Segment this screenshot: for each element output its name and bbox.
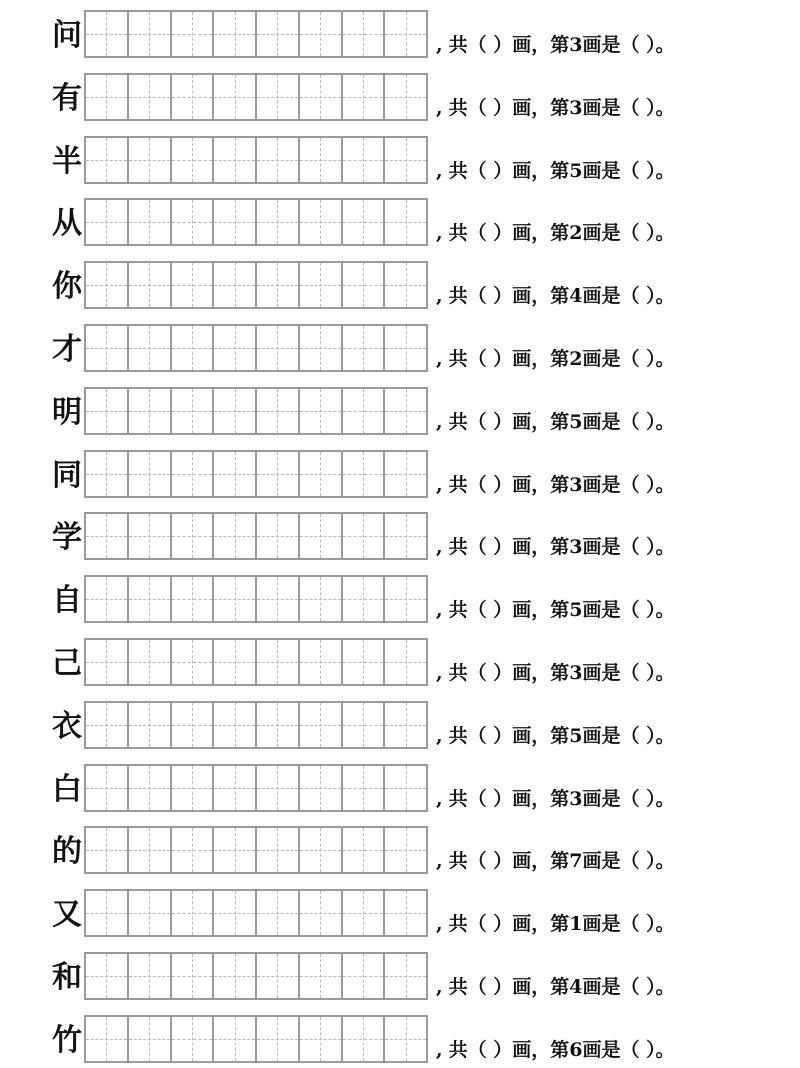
writing-cell[interactable] (172, 75, 215, 119)
comma: , (436, 1038, 443, 1061)
writing-cell[interactable] (257, 389, 300, 433)
stroke-question (436, 846, 675, 876)
writing-cell[interactable] (129, 1017, 172, 1061)
writing-cell[interactable] (257, 954, 300, 998)
writing-cell[interactable] (86, 326, 129, 370)
stroke-number: 4 (569, 976, 583, 998)
writing-cell[interactable] (385, 138, 428, 182)
writing-cell[interactable] (172, 828, 215, 872)
writing-cell[interactable] (343, 200, 386, 244)
writing-cell[interactable] (86, 138, 129, 182)
stroke-question (436, 407, 675, 437)
writing-cell[interactable] (129, 200, 172, 244)
stroke-question (436, 281, 675, 311)
comma: , (436, 662, 443, 684)
writing-cell[interactable] (129, 263, 172, 307)
writing-cell[interactable] (86, 640, 129, 684)
worksheet-row (0, 73, 800, 123)
writing-cell[interactable] (129, 703, 172, 747)
comma: , (436, 96, 443, 119)
writing-cell[interactable] (214, 577, 257, 621)
total-strokes-prompt: 共（ ）画，第 (448, 159, 570, 182)
tianzige-grid (84, 10, 428, 58)
writing-cell[interactable] (343, 138, 386, 182)
stroke-number: 3 (569, 473, 583, 496)
writing-cell[interactable] (257, 766, 300, 810)
comma: , (436, 976, 443, 998)
stroke-question (436, 156, 675, 186)
tianzige-grid (84, 952, 428, 1000)
writing-cell[interactable] (214, 389, 257, 433)
writing-cell[interactable] (343, 326, 386, 370)
tianzige-grid (84, 450, 428, 498)
writing-cell[interactable] (343, 263, 386, 307)
stroke-prompt: 画是（ ）。 (582, 34, 675, 56)
writing-cell[interactable] (300, 452, 343, 496)
writing-cell[interactable] (214, 954, 257, 998)
tianzige-grid (84, 136, 428, 184)
writing-cell[interactable] (385, 640, 428, 684)
total-strokes-prompt: 共（ ）画，第 (448, 34, 570, 56)
stroke-prompt: 画是（ ）。 (582, 473, 675, 496)
writing-cell[interactable] (300, 640, 343, 684)
total-strokes-prompt: 共（ ）画，第 (448, 599, 570, 622)
total-strokes-prompt: 共（ ）画，第 (448, 787, 570, 810)
writing-cell[interactable] (385, 828, 428, 872)
writing-cell[interactable] (129, 577, 172, 621)
stroke-prompt: 画是（ ）。 (582, 913, 675, 936)
writing-cell[interactable] (257, 1017, 300, 1061)
writing-cell[interactable] (385, 891, 428, 935)
total-strokes-prompt: 共（ ）画，第 (448, 662, 570, 684)
writing-cell[interactable] (86, 200, 129, 244)
stroke-prompt: 画是（ ）。 (582, 976, 675, 998)
writing-cell[interactable] (300, 200, 343, 244)
writing-cell[interactable] (86, 1017, 129, 1061)
writing-cell[interactable] (172, 766, 215, 810)
writing-cell[interactable] (385, 326, 428, 370)
target-character: 自 (52, 583, 82, 619)
writing-cell[interactable] (385, 1017, 428, 1061)
writing-cell[interactable] (257, 263, 300, 307)
total-strokes-prompt: 共（ ）画，第 (448, 976, 570, 998)
stroke-number: 5 (569, 159, 583, 182)
writing-cell[interactable] (129, 514, 172, 558)
writing-cell[interactable] (385, 452, 428, 496)
writing-cell[interactable] (385, 514, 428, 558)
writing-cell[interactable] (385, 263, 428, 307)
writing-cell[interactable] (385, 389, 428, 433)
worksheet-row (0, 1015, 800, 1065)
stroke-prompt: 画是（ ）。 (582, 850, 675, 873)
worksheet-row (0, 575, 800, 625)
comma: , (436, 285, 443, 308)
writing-cell[interactable] (129, 766, 172, 810)
comma: , (436, 536, 443, 559)
writing-cell[interactable] (214, 703, 257, 747)
writing-cell[interactable] (300, 138, 343, 182)
worksheet-row (0, 387, 800, 437)
worksheet-row (0, 10, 800, 60)
stroke-prompt: 画是（ ）。 (582, 348, 675, 370)
writing-cell[interactable] (86, 891, 129, 935)
target-character: 才 (52, 332, 82, 367)
writing-cell[interactable] (129, 75, 172, 119)
total-strokes-prompt: 共（ ）画，第 (448, 1038, 570, 1061)
stroke-number: 3 (569, 536, 583, 559)
stroke-question (436, 972, 675, 1002)
writing-cell[interactable] (214, 452, 257, 496)
comma: , (436, 473, 443, 496)
worksheet-row (0, 701, 800, 751)
writing-cell[interactable] (257, 640, 300, 684)
stroke-number: 2 (569, 222, 583, 245)
stroke-question (436, 658, 675, 688)
writing-cell[interactable] (343, 452, 386, 496)
tianzige-grid (84, 73, 428, 121)
writing-cell[interactable] (343, 577, 386, 621)
tianzige-grid (84, 575, 428, 623)
writing-cell[interactable] (385, 703, 428, 747)
writing-cell[interactable] (300, 326, 343, 370)
stroke-prompt: 画是（ ）。 (582, 599, 675, 622)
writing-cell[interactable] (257, 326, 300, 370)
writing-cell[interactable] (214, 200, 257, 244)
stroke-question (436, 784, 675, 814)
comma: , (436, 850, 443, 873)
writing-cell[interactable] (300, 514, 343, 558)
writing-cell[interactable] (300, 263, 343, 307)
writing-cell[interactable] (172, 12, 215, 56)
writing-cell[interactable] (257, 828, 300, 872)
stroke-question (436, 470, 675, 500)
total-strokes-prompt: 共（ ）画，第 (448, 410, 570, 433)
comma: , (436, 34, 443, 56)
writing-cell[interactable] (214, 12, 257, 56)
stroke-question (436, 532, 675, 562)
writing-cell[interactable] (257, 138, 300, 182)
stroke-question (436, 1035, 675, 1065)
writing-cell[interactable] (385, 12, 428, 56)
target-character: 的 (52, 834, 82, 870)
stroke-number: 5 (569, 410, 583, 433)
worksheet-row (0, 324, 800, 374)
writing-cell[interactable] (172, 263, 215, 307)
writing-cell[interactable] (129, 954, 172, 998)
tianzige-grid (84, 889, 428, 937)
stroke-prompt: 画是（ ）。 (582, 285, 675, 308)
target-character: 问 (52, 18, 82, 53)
tianzige-grid (84, 324, 428, 372)
writing-cell[interactable] (129, 326, 172, 370)
worksheet-row (0, 764, 800, 814)
writing-cell[interactable] (343, 75, 386, 119)
stroke-question (436, 93, 675, 123)
stroke-prompt: 画是（ ）。 (582, 159, 675, 182)
comma: , (436, 724, 443, 747)
writing-cell[interactable] (214, 75, 257, 119)
writing-cell[interactable] (300, 828, 343, 872)
stroke-question (436, 909, 675, 939)
target-character: 从 (52, 206, 82, 242)
tianzige-grid (84, 198, 428, 246)
writing-cell[interactable] (129, 138, 172, 182)
writing-cell[interactable] (257, 12, 300, 56)
stroke-number: 3 (569, 34, 583, 56)
target-character: 己 (52, 646, 82, 681)
tianzige-grid (84, 826, 428, 874)
writing-cell[interactable] (214, 891, 257, 935)
target-character: 白 (52, 771, 82, 807)
target-character: 有 (52, 80, 82, 116)
writing-cell[interactable] (86, 263, 129, 307)
total-strokes-prompt: 共（ ）画，第 (448, 348, 570, 370)
writing-cell[interactable] (214, 326, 257, 370)
writing-cell[interactable] (300, 891, 343, 935)
writing-cell[interactable] (86, 828, 129, 872)
worksheet-row (0, 826, 800, 876)
writing-cell[interactable] (172, 640, 215, 684)
writing-cell[interactable] (214, 766, 257, 810)
total-strokes-prompt: 共（ ）画，第 (448, 913, 570, 936)
writing-cell[interactable] (300, 1017, 343, 1061)
writing-cell[interactable] (86, 766, 129, 810)
comma: , (436, 787, 443, 810)
stroke-number: 1 (569, 913, 583, 936)
stroke-prompt: 画是（ ）。 (582, 1038, 675, 1061)
writing-cell[interactable] (385, 75, 428, 119)
total-strokes-prompt: 共（ ）画，第 (448, 222, 570, 245)
stroke-prompt: 画是（ ）。 (582, 724, 675, 747)
total-strokes-prompt: 共（ ）画，第 (448, 536, 570, 559)
comma: , (436, 599, 443, 622)
tianzige-grid (84, 1015, 428, 1063)
target-character: 同 (52, 457, 82, 493)
total-strokes-prompt: 共（ ）画，第 (448, 850, 570, 873)
stroke-number: 5 (569, 724, 583, 747)
writing-cell[interactable] (300, 766, 343, 810)
writing-cell[interactable] (385, 577, 428, 621)
writing-cell[interactable] (86, 75, 129, 119)
worksheet-row (0, 136, 800, 186)
stroke-number: 5 (569, 599, 583, 622)
writing-cell[interactable] (343, 766, 386, 810)
tianzige-grid (84, 764, 428, 812)
writing-cell[interactable] (172, 514, 215, 558)
writing-cell[interactable] (86, 389, 129, 433)
total-strokes-prompt: 共（ ）画，第 (448, 285, 570, 308)
writing-cell[interactable] (343, 12, 386, 56)
stroke-question (436, 218, 675, 248)
writing-cell[interactable] (257, 75, 300, 119)
stroke-question (436, 721, 675, 751)
tianzige-grid (84, 261, 428, 309)
writing-cell[interactable] (129, 891, 172, 935)
stroke-number: 3 (569, 96, 583, 119)
writing-cell[interactable] (257, 703, 300, 747)
writing-cell[interactable] (385, 200, 428, 244)
writing-cell[interactable] (257, 452, 300, 496)
target-character: 你 (52, 269, 82, 305)
target-character: 学 (52, 520, 82, 556)
writing-cell[interactable] (343, 954, 386, 998)
comma: , (436, 222, 443, 245)
tianzige-grid (84, 701, 428, 749)
writing-cell[interactable] (214, 514, 257, 558)
total-strokes-prompt: 共（ ）画，第 (448, 473, 570, 496)
stroke-prompt: 画是（ ）。 (582, 96, 675, 119)
target-character: 竹 (52, 1022, 82, 1058)
writing-cell[interactable] (129, 389, 172, 433)
tianzige-grid (84, 512, 428, 560)
writing-cell[interactable] (172, 891, 215, 935)
target-character: 明 (52, 394, 82, 430)
writing-cell[interactable] (172, 326, 215, 370)
writing-cell[interactable] (129, 452, 172, 496)
total-strokes-prompt: 共（ ）画，第 (448, 96, 570, 119)
writing-cell[interactable] (172, 389, 215, 433)
writing-cell[interactable] (300, 577, 343, 621)
worksheet-row (0, 261, 800, 311)
writing-cell[interactable] (300, 389, 343, 433)
worksheet-row (0, 450, 800, 500)
writing-cell[interactable] (214, 828, 257, 872)
target-character: 半 (52, 143, 82, 179)
writing-cell[interactable] (343, 703, 386, 747)
writing-cell[interactable] (86, 514, 129, 558)
stroke-number: 3 (569, 787, 583, 810)
stroke-prompt: 画是（ ）。 (582, 787, 675, 810)
stroke-question (436, 595, 675, 625)
stroke-number: 3 (569, 662, 583, 684)
writing-cell[interactable] (86, 12, 129, 56)
stroke-prompt: 画是（ ）。 (582, 536, 675, 559)
writing-cell[interactable] (172, 1017, 215, 1061)
writing-cell[interactable] (86, 703, 129, 747)
writing-cell[interactable] (257, 577, 300, 621)
writing-cell[interactable] (86, 954, 129, 998)
comma: , (436, 410, 443, 433)
writing-cell[interactable] (172, 954, 215, 998)
writing-cell[interactable] (172, 200, 215, 244)
worksheet-row (0, 952, 800, 1002)
comma: , (436, 348, 443, 370)
writing-cell[interactable] (172, 452, 215, 496)
tianzige-grid (84, 638, 428, 686)
writing-cell[interactable] (214, 263, 257, 307)
writing-cell[interactable] (343, 891, 386, 935)
worksheet-row (0, 638, 800, 688)
writing-cell[interactable] (214, 1017, 257, 1061)
writing-cell[interactable] (214, 640, 257, 684)
writing-cell[interactable] (129, 828, 172, 872)
stroke-prompt: 画是（ ）。 (582, 222, 675, 245)
writing-cell[interactable] (129, 12, 172, 56)
writing-cell[interactable] (257, 200, 300, 244)
writing-cell[interactable] (343, 514, 386, 558)
total-strokes-prompt: 共（ ）画，第 (448, 724, 570, 747)
writing-cell[interactable] (385, 954, 428, 998)
writing-cell[interactable] (129, 640, 172, 684)
writing-cell[interactable] (257, 514, 300, 558)
worksheet-row (0, 889, 800, 939)
target-character: 又 (52, 897, 82, 933)
writing-cell[interactable] (300, 12, 343, 56)
stroke-number: 6 (569, 1038, 583, 1061)
writing-cell[interactable] (257, 891, 300, 935)
writing-cell[interactable] (86, 452, 129, 496)
worksheet-row (0, 512, 800, 562)
writing-cell[interactable] (385, 766, 428, 810)
stroke-prompt: 画是（ ）。 (582, 662, 675, 684)
stroke-number: 4 (569, 285, 583, 308)
stroke-number: 7 (569, 850, 583, 873)
comma: , (436, 913, 443, 936)
writing-cell[interactable] (343, 828, 386, 872)
comma: , (436, 159, 443, 182)
writing-cell[interactable] (343, 640, 386, 684)
worksheet-row (0, 198, 800, 248)
stroke-question (436, 344, 675, 374)
writing-cell[interactable] (172, 577, 215, 621)
tianzige-grid (84, 387, 428, 435)
writing-cell[interactable] (343, 389, 386, 433)
writing-cell[interactable] (300, 75, 343, 119)
writing-cell[interactable] (172, 138, 215, 182)
stroke-number: 2 (569, 348, 583, 370)
writing-cell[interactable] (343, 1017, 386, 1061)
stroke-prompt: 画是（ ）。 (582, 410, 675, 433)
writing-cell[interactable] (300, 703, 343, 747)
writing-cell[interactable] (300, 954, 343, 998)
writing-cell[interactable] (86, 577, 129, 621)
writing-cell[interactable] (172, 703, 215, 747)
target-character: 和 (52, 960, 82, 995)
stroke-question (436, 30, 675, 60)
target-character: 衣 (52, 708, 82, 744)
writing-cell[interactable] (214, 138, 257, 182)
